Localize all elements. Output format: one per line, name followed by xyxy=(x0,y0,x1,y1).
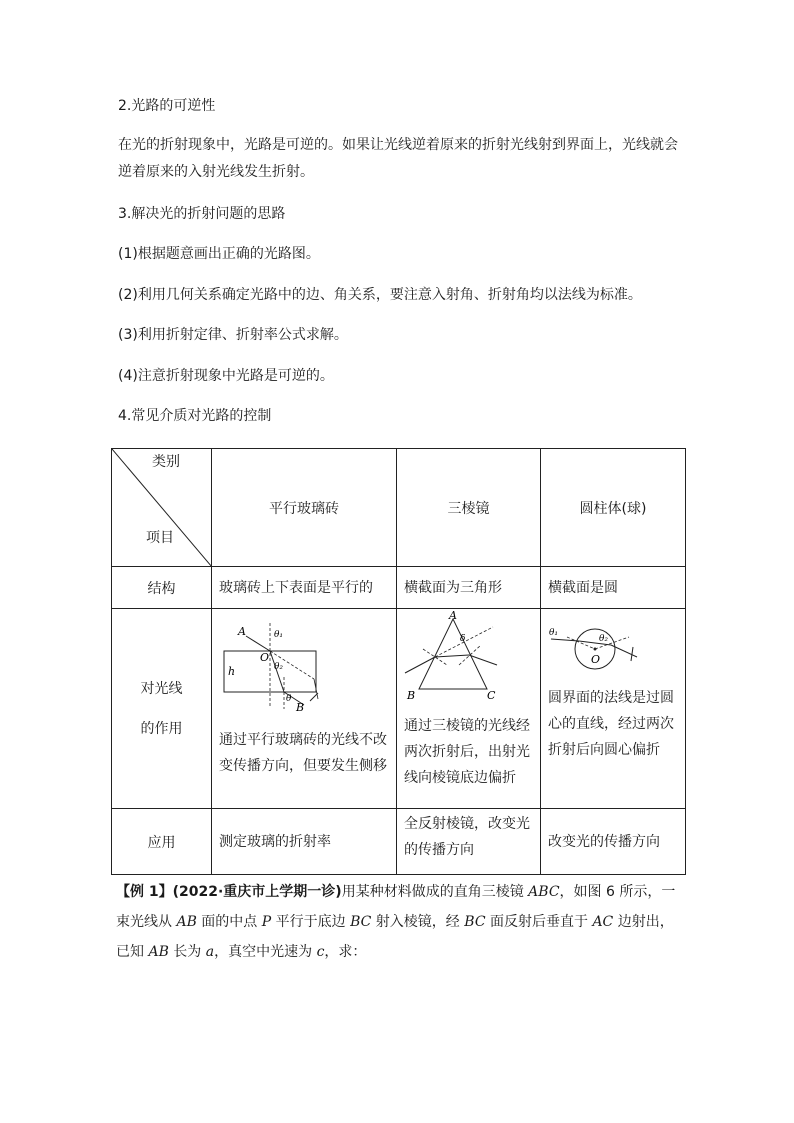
example-var: AB xyxy=(176,914,197,930)
example-text: 平行于底边 xyxy=(271,914,351,930)
column-header: 三棱镜 xyxy=(397,449,541,567)
circle-label-theta1: θ₁ xyxy=(549,628,559,638)
section3-item: (3)利用折射定律、折射率公式求解。 xyxy=(118,327,348,343)
prism-label-B: B xyxy=(407,689,416,701)
example-var: AB xyxy=(148,944,169,960)
effect-text-prism: 通过三棱镜的光线经两次折射后，出射光线向棱镜底边偏折 xyxy=(404,718,530,786)
structure-cell: 玻璃砖上下表面是平行的 xyxy=(212,567,397,609)
slab-label-h: h xyxy=(228,665,236,678)
section2-heading: 2.光路的可逆性 xyxy=(118,98,216,114)
application-cell: 改变光的传播方向 xyxy=(541,809,686,875)
example-1-paragraph xyxy=(116,877,680,967)
effect-text-slab: 通过平行玻璃砖的光线不改变传播方向，但要发生侧移 xyxy=(219,732,387,774)
section3-item: (4)注意折射现象中光路是可逆的。 xyxy=(118,368,334,384)
example-var: BC xyxy=(464,914,486,930)
section2-body: 在光的折射现象中，光路是可逆的。如果让光线逆着原来的折射光线射到界面上，光线就会逆着原来的入射光线发生折射。 xyxy=(118,137,678,180)
row-label-effect-line2: 的作用 xyxy=(140,720,183,737)
slab-label-theta2: θ₂ xyxy=(274,662,284,672)
example-text: ，如图 6 所示，一束光线从 xyxy=(116,884,676,930)
example-var: c xyxy=(316,944,325,960)
column-header: 圆柱体(球) xyxy=(541,449,686,567)
slab-label-A: A xyxy=(238,625,246,638)
corner-top-label: 类别 xyxy=(152,454,180,470)
example-text: 边射出，已知 xyxy=(116,914,674,960)
example-source: (2022·重庆市上学期一诊) xyxy=(172,884,342,900)
example-text: 长为 xyxy=(168,944,206,960)
example-var: a xyxy=(205,944,215,960)
slab-label-O: O xyxy=(260,651,270,664)
optics-table xyxy=(111,448,685,876)
row-label-application: 应用 xyxy=(112,809,212,875)
example-text: 面的中点 xyxy=(196,914,262,930)
example-var: ABC xyxy=(528,884,560,900)
example-var: P xyxy=(261,914,272,930)
section3-item: (2)利用几何关系确定光路中的边、角关系，要注意入射角、折射角均以法线为标准。 xyxy=(118,287,642,303)
section3-item: (1)根据题意画出正确的光路图。 xyxy=(118,246,320,262)
circle-diagram xyxy=(547,615,677,681)
prism-label-A: A xyxy=(449,611,457,622)
structure-cell: 横截面为三角形 xyxy=(397,567,541,609)
section4-heading: 4.常见介质对光路的控制 xyxy=(118,408,272,424)
table-corner-cell xyxy=(112,449,212,567)
section3-heading: 3.解决光的折射问题的思路 xyxy=(118,206,286,222)
effect-text-circle: 圆界面的法线是过圆心的直线，经过两次折射后向圆心偏折 xyxy=(548,690,674,758)
row-label-effect xyxy=(112,609,212,809)
slab-label-B: B xyxy=(296,701,305,712)
slab-label-theta1: θ₁ xyxy=(274,630,284,640)
row-label-effect-line1: 对光线 xyxy=(140,680,183,697)
example-var: BC xyxy=(350,914,372,930)
column-header: 平行玻璃砖 xyxy=(212,449,397,567)
example-text: ，真空中光速为 xyxy=(214,944,317,960)
effect-cell-slab xyxy=(212,609,397,809)
prism-label-C: C xyxy=(487,689,496,701)
application-cell: 全反射棱镜，改变光的传播方向 xyxy=(397,809,541,875)
example-text: 射入棱镜，经 xyxy=(371,914,465,930)
slab-label-theta: θ xyxy=(286,694,292,704)
row-label-structure: 结构 xyxy=(112,567,212,609)
prism-label-delta: δ xyxy=(460,634,466,644)
slab-diagram xyxy=(218,617,348,712)
application-cell: 测定玻璃的折射率 xyxy=(212,809,397,875)
structure-cell: 横截面是圆 xyxy=(541,567,686,609)
corner-bottom-label: 项目 xyxy=(146,530,174,546)
effect-cell-circle xyxy=(541,609,686,809)
circle-label-theta2: θ₂ xyxy=(599,634,609,644)
prism-diagram xyxy=(403,611,533,701)
circle-label-O: O xyxy=(591,653,601,666)
effect-cell-prism xyxy=(397,609,541,809)
example-var: AC xyxy=(592,914,614,930)
example-text: 用某种材料做成的直角三棱镜 xyxy=(341,884,529,900)
example-tag: 【例 1】 xyxy=(116,884,173,900)
example-text: ，求： xyxy=(324,944,367,960)
example-text: 面反射后垂直于 xyxy=(485,914,593,930)
